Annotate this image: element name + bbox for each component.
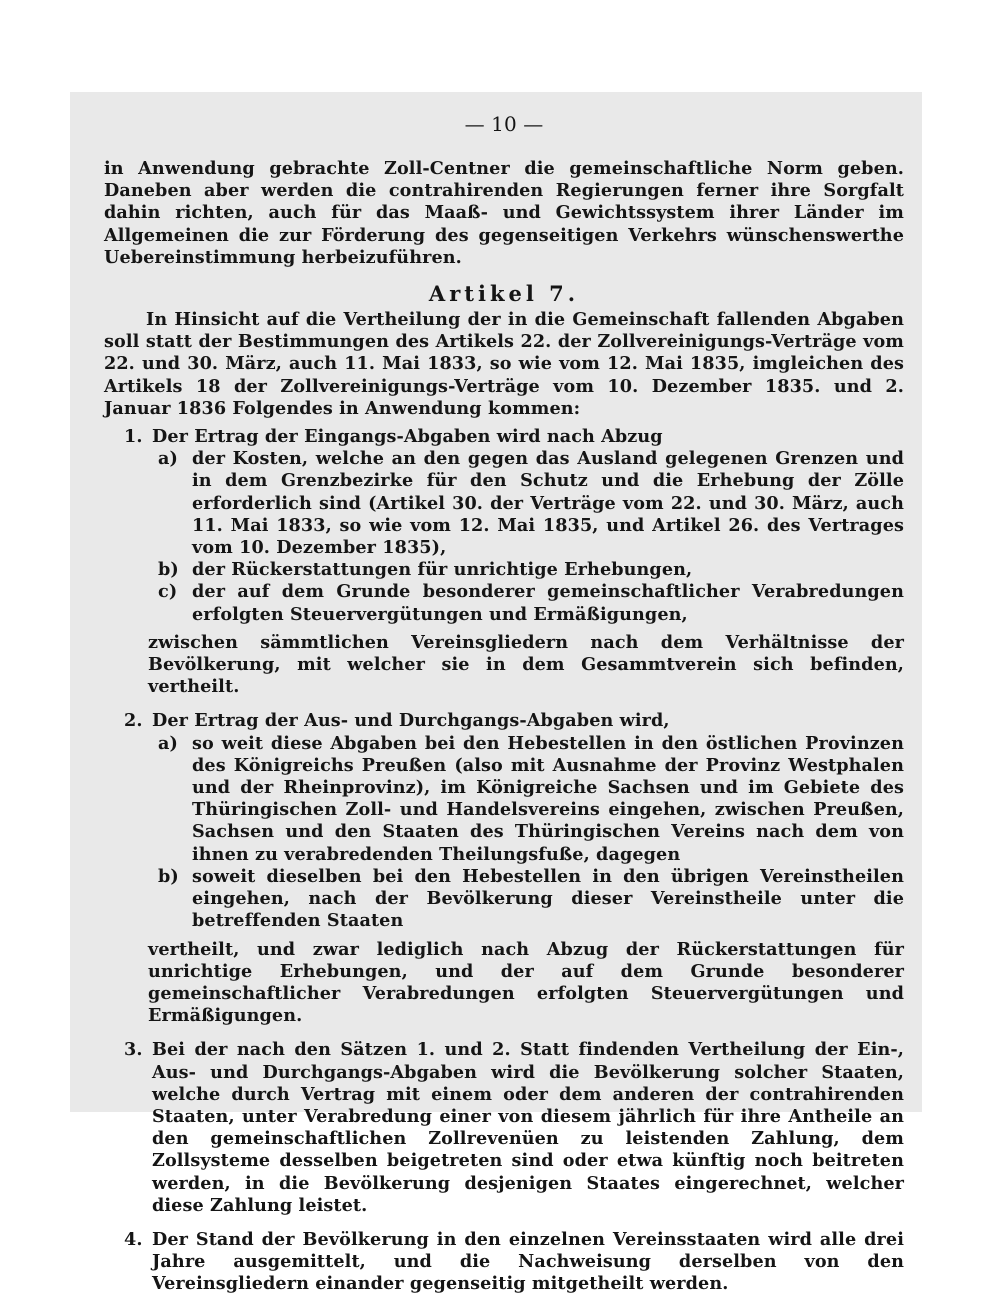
item-number: 4. <box>124 1228 143 1250</box>
list-item-4 <box>104 1229 904 1296</box>
sub-item-text: so weit diese Abgaben bei den Hebestellen in den östlichen Provinzen des Königreichs Preußen (also mit Ausnahme der Provinz Westphalen und der Rheinprovinz), im Königreiche Sachsen und im Gebiete des Thüringischen Zoll- und Handelsvereins eingehen, zwischen Preußen, Sachsen und den Staaten des Thüringischen Vereins nach dem von ihnen zu verabredenden Theilungsfuße, dagegen <box>192 732 904 865</box>
sub-item-mark: a) <box>158 732 178 754</box>
sub-item-1c <box>104 581 904 625</box>
item-number: 1. <box>124 426 143 448</box>
sub-item-mark: a) <box>158 448 178 470</box>
sub-item-text: der Rückerstattungen für unrichtige Erhebungen, <box>192 559 693 581</box>
sub-item-1a <box>104 448 904 559</box>
item-text: Der Ertrag der Aus- und Durchgangs-Abgaben wird, <box>152 710 670 732</box>
sub-item-2b <box>104 866 904 933</box>
sub-item-2a <box>104 733 904 866</box>
item-text: Der Ertrag der Eingangs-Abgaben wird nach Abzug <box>152 426 663 448</box>
sub-item-text: der auf dem Grunde besonderer gemeinschaftlicher Verabredungen erfolgten Steuervergütungen und Ermäßigungen, <box>192 581 904 625</box>
item-number: 3. <box>124 1039 143 1061</box>
item-text: Der Stand der Bevölkerung in den einzelnen Vereinsstaaten wird alle drei Jahre ausgemittelt, und die Nachweisung derselben von den Vereinsgliedern einander gegenseitig mitgetheilt werden. <box>152 1228 904 1295</box>
article-intro-paragraph: In Hinsicht auf die Vertheilung der in die Gemeinschaft fallenden Abgaben soll statt der Bestimmungen des Artikels 22. der Zollvereinigungs-Verträge vom 22. und 30. März, auch 11. Mai 1833, so wie vom 12. Mai 1835, imgleichen des Artikels 18 der Zollvereinigungs-Verträge vom 10. Dezember 1835. und 2. Januar 1836 Folgendes in Anwendung kommen: <box>104 309 904 419</box>
item-text: Bei der nach den Sätzen 1. und 2. Statt findenden Vertheilung der Ein-, Aus- und Durchgangs-Abgaben wird die Bevölkerung solcher Staaten, welche durch Vertrag mit einem oder dem anderen der contrahirenden Staaten, unter Verabredung einer von diesem jährlich für ihre Antheile an den gemeinschaftlichen Zollrevenüen zu leistenden Zahlung, dem Zollsysteme desselben beigetreten sind oder etwa künftig noch beitreten werden, in die Bevölkerung desjenigen Staates eingerechnet, welcher diese Zahlung leistet. <box>152 1039 904 1216</box>
document-body <box>104 112 904 1296</box>
page-number: — 10 — <box>464 112 544 136</box>
sub-item-1b <box>104 559 904 581</box>
sub-item-text: der Kosten, welche an den gegen das Ausland gelegenen Grenzen und in dem Grenzbezirke für den Schutz und die Erhebung der Zölle erforderlich sind (Artikel 30. der Verträge vom 22. und 30. März, auch 11. Mai 1833, so wie vom 12. Mai 1835, und Artikel 26. des Vertrages vom 10. Dezember 1835), <box>192 448 904 559</box>
sub-item-mark: b) <box>158 559 179 581</box>
list-item-1 <box>104 426 904 448</box>
sub-item-mark: c) <box>158 581 178 603</box>
sub-item-text: soweit dieselben bei den Hebestellen in den übrigen Vereinstheilen eingehen, nach der Bevölkerung dieser Vereinstheile unter die betreffenden Staaten <box>192 865 904 932</box>
intro-paragraph: in Anwendung gebrachte Zoll-Centner die gemeinschaftliche Norm geben. Daneben aber werden die contrahirenden Regierungen ferner ihre Sorgfalt dahin richten, auch für das Maaß- und Gewichtssystem ihrer Länder im Allgemeinen die zur Förderung des gegenseitigen Verkehrs wünschenswerthe Uebereinstimmung herbeizuführen. <box>104 158 904 268</box>
item-number: 2. <box>124 710 143 732</box>
item-2-continuation: vertheilt, und zwar lediglich nach Abzug der Rückerstattungen für unrichtige Erhebungen, und der auf dem Grunde besonderer gemeinschaftlicher Verabredungen erfolgten Steuervergütungen und Ermäßigungen. <box>148 938 904 1027</box>
item-1-continuation: zwischen sämmtlichen Vereinsgliedern nach dem Verhältnisse der Bevölkerung, mit welcher sie in dem Gesammtverein sich befinden, vertheilt. <box>148 631 904 698</box>
sub-item-mark: b) <box>158 865 179 887</box>
list-item-3 <box>104 1039 904 1217</box>
article-heading: Artikel 7. <box>428 281 580 307</box>
list-item-2 <box>104 710 904 732</box>
